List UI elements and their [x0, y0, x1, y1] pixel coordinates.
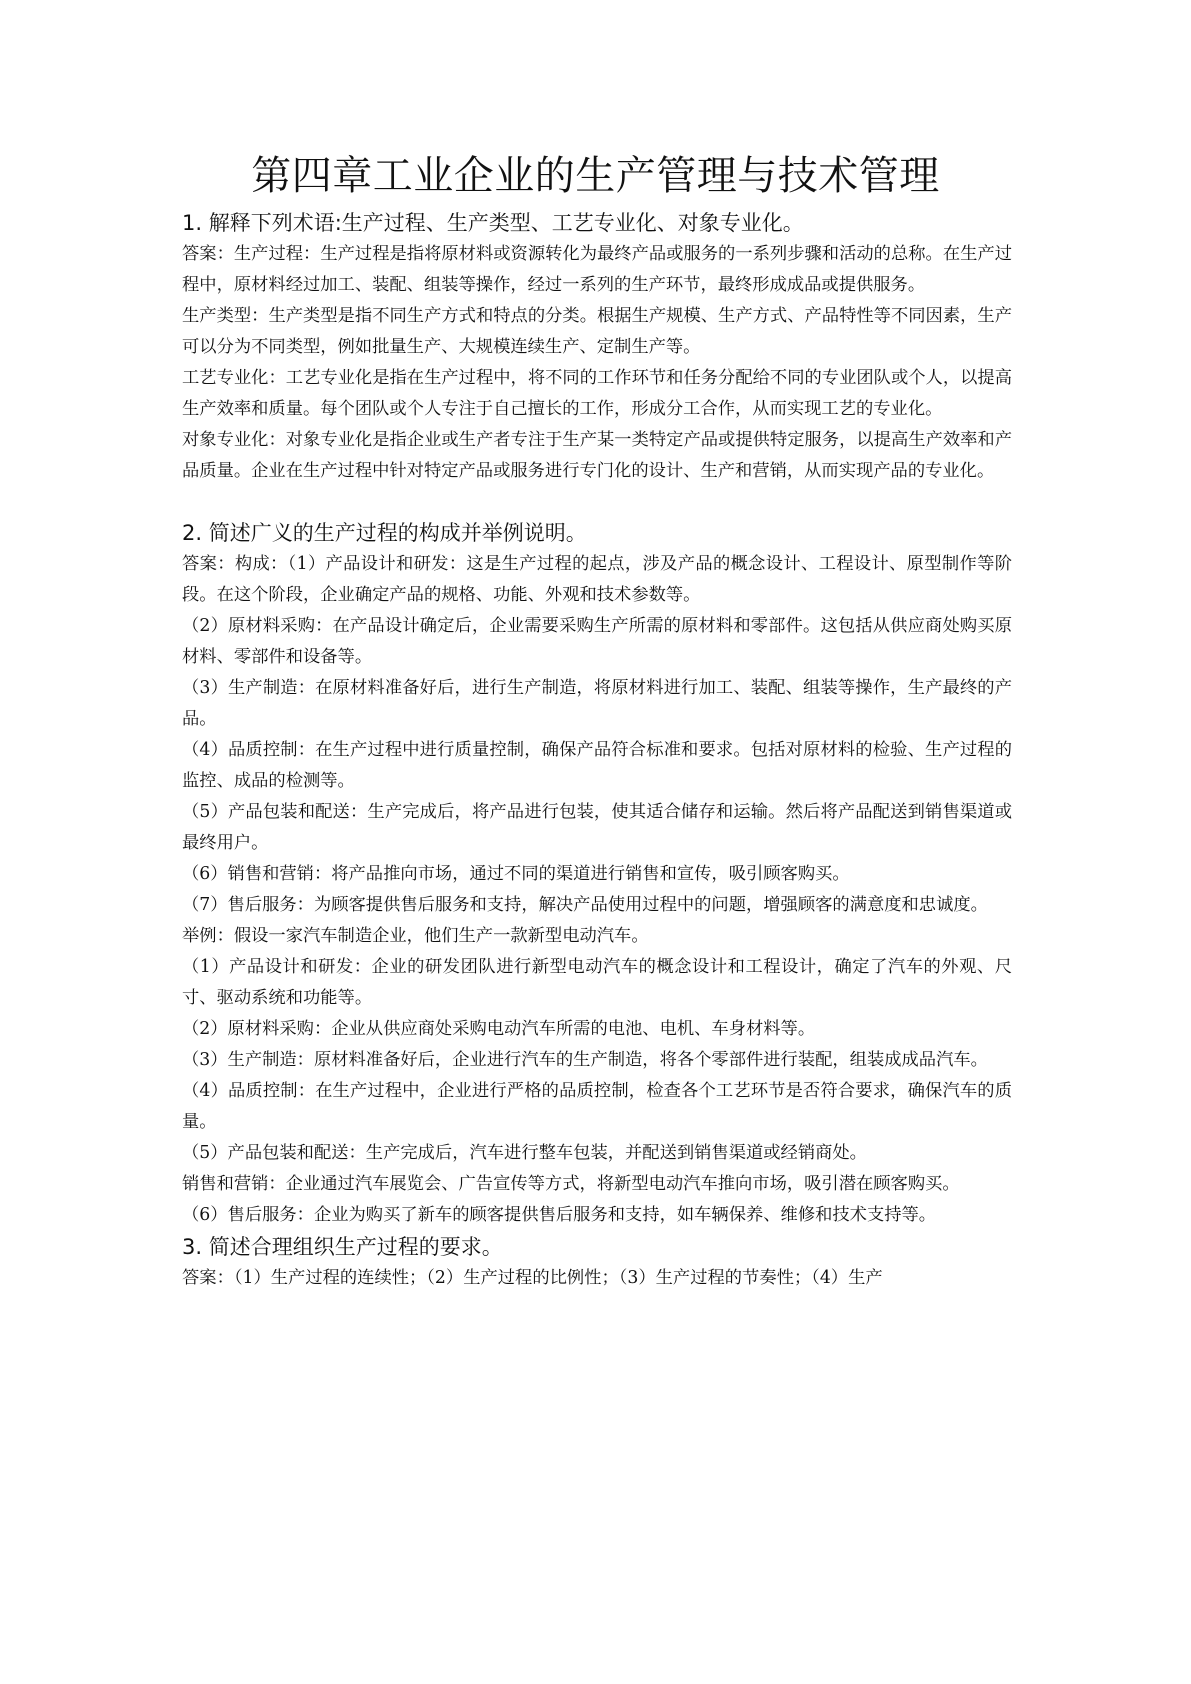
answer-paragraph: （7）售后服务：为顾客提供售后服务和支持，解决产品使用过程中的问题，增强顾客的满意度和忠诚度。 [182, 895, 988, 915]
answer-paragraph: 答案：生产过程：生产过程是指将原材料或资源转化为最终产品或服务的一系列步骤和活动的总称。在生产过程中，原材料经过加工、装配、组装等操作，经过一系列的生产环节，最终形成成品或提供服务。 [182, 244, 1012, 295]
example-paragraph: （6）售后服务：企业为购买了新车的顾客提供售后服务和支持，如车辆保养、维修和技术支持等。 [182, 1205, 937, 1225]
answer-paragraph: 对象专业化：对象专业化是指企业或生产者专注于生产某一类特定产品或提供特定服务，以提高生产效率和产品质量。企业在生产过程中针对特定产品或服务进行专门化的设计、生产和营销，从而实现产品的专业化。 [182, 430, 1012, 481]
answer-paragraph: （4）品质控制：在生产过程中进行质量控制，确保产品符合标准和要求。包括对原材料的检验、生产过程的监控、成品的检测等。 [182, 740, 1012, 791]
section-gap [182, 487, 1012, 517]
example-paragraph: 销售和营销：企业通过汽车展览会、广告宣传等方式，将新型电动汽车推向市场，吸引潜在顾客购买。 [182, 1174, 960, 1194]
example-paragraph: （1）产品设计和研发：企业的研发团队进行新型电动汽车的概念设计和工程设计，确定了汽车的外观、尺寸、驱动系统和功能等。 [182, 957, 1012, 1008]
answer-paragraph: 生产类型：生产类型是指不同生产方式和特点的分类。根据生产规模、生产方式、产品特性等不同因素，生产可以分为不同类型，例如批量生产、大规模连续生产、定制生产等。 [182, 306, 1012, 357]
question-heading-1: 1. 解释下列术语:生产过程、生产类型、工艺专业化、对象专业化。 [182, 211, 804, 235]
page-title: 第四章工业企业的生产管理与技术管理 [251, 153, 940, 199]
answer-paragraph: 答案：构成：（1）产品设计和研发：这是生产过程的起点，涉及产品的概念设计、工程设计、原型制作等阶段。在这个阶段，企业确定产品的规格、功能、外观和技术参数等。 [182, 554, 1012, 605]
section-3 [182, 1231, 1012, 1294]
example-paragraph: （2）原材料采购：企业从供应商处采购电动汽车所需的电池、电机、车身材料等。 [182, 1019, 816, 1039]
document-body [182, 207, 1012, 1294]
answer-paragraph: （2）原材料采购：在产品设计确定后，企业需要采购生产所需的原材料和零部件。这包括从供应商处购买原材料、零部件和设备等。 [182, 616, 1012, 667]
answer-paragraph: （6）销售和营销：将产品推向市场，通过不同的渠道进行销售和宣传，吸引顾客购买。 [182, 864, 850, 884]
answer-paragraph: 答案：（1）生产过程的连续性；（2）生产过程的比例性；（3）生产过程的节奏性；（4）生产 [182, 1268, 883, 1288]
question-heading-2: 2. 简述广义的生产过程的构成并举例说明。 [182, 521, 587, 545]
example-paragraph: （4）品质控制：在生产过程中，企业进行严格的品质控制，检查各个工艺环节是否符合要求，确保汽车的质量。 [182, 1081, 1012, 1132]
section-2 [182, 517, 1012, 1231]
answer-paragraph: （5）产品包装和配送：生产完成后，将产品进行包装，使其适合储存和运输。然后将产品配送到销售渠道或最终用户。 [182, 802, 1012, 853]
answer-paragraph: （3）生产制造：在原材料准备好后，进行生产制造，将原材料进行加工、装配、组装等操作，生产最终的产品。 [182, 678, 1012, 729]
section-1 [182, 207, 1012, 487]
question-heading-3: 3. 简述合理组织生产过程的要求。 [182, 1235, 503, 1259]
example-paragraph: （3）生产制造：原材料准备好后，企业进行汽车的生产制造，将各个零部件进行装配，组装成成品汽车。 [182, 1050, 988, 1070]
example-intro: 举例：假设一家汽车制造企业，他们生产一款新型电动汽车。 [182, 926, 649, 946]
answer-paragraph: 工艺专业化：工艺专业化是指在生产过程中，将不同的工作环节和任务分配给不同的专业团队或个人，以提高生产效率和质量。每个团队或个人专注于自己擅长的工作，形成分工合作，从而实现工艺的专业化。 [182, 368, 1012, 419]
example-paragraph: （5）产品包装和配送：生产完成后，汽车进行整车包装，并配送到销售渠道或经销商处。 [182, 1143, 867, 1163]
